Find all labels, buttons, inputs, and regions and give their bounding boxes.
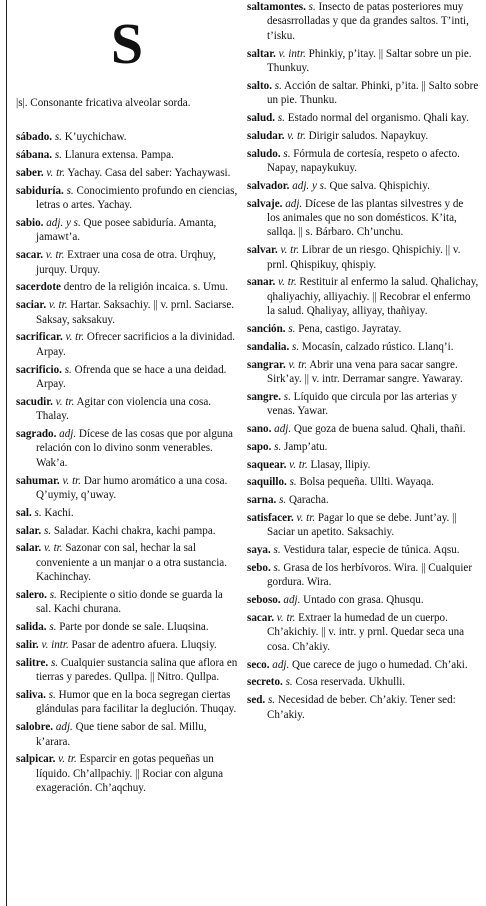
dictionary-entry: [16, 363, 238, 392]
entry-definition: Cualquier sustancia salina que aflora en tierras y paredes. Qullpa. || Nitro. Qullpa.: [36, 656, 238, 684]
dictionary-entry: [247, 147, 479, 176]
entry-grammar: v. tr.: [48, 299, 68, 312]
entry-grammar: adj.: [272, 658, 290, 671]
entry-headword: saquear.: [247, 458, 287, 471]
dictionary-entry: [16, 216, 238, 245]
dictionary-entry: [247, 47, 479, 76]
left-column: [16, 0, 238, 799]
entry-headword: saya.: [247, 544, 271, 557]
dictionary-entry: [247, 179, 479, 193]
entry-headword: salvador.: [247, 179, 290, 192]
dictionary-entry: [16, 280, 238, 294]
entry-grammar: v. tr.: [43, 542, 63, 555]
entry-headword: saludar.: [247, 129, 285, 142]
entry-headword: saltar.: [247, 47, 276, 60]
entry-definition: Ofrecer sacrificios a la divinidad. Arpay.: [36, 331, 236, 358]
dictionary-entry: [16, 248, 238, 277]
entry-headword: salud.: [247, 112, 276, 125]
entry-definition: Conocimiento profundo en ciencias, letras o artes. Yachay.: [36, 184, 238, 212]
dictionary-entry: [247, 561, 479, 590]
entry-definition: Saladar. Kachi chakra, kachi pampa.: [53, 524, 216, 537]
entry-definition: Kachi.: [44, 506, 74, 519]
entry-headword: sacar.: [16, 249, 44, 262]
entry-headword: salar.: [16, 524, 42, 537]
entry-headword: sacrificar.: [16, 331, 63, 344]
entry-grammar: v. tr.: [288, 358, 308, 371]
entry-headword: sacerdote: [16, 281, 61, 294]
entry-definition: Ofrenda que se hace a una deidad. Arpay.: [36, 363, 227, 391]
entry-headword: salitre.: [16, 656, 49, 669]
entry-headword: seco.: [247, 658, 270, 671]
entry-grammar: v. tr.: [276, 612, 296, 625]
entry-definition: Cosa reservada. Ukhulli.: [295, 676, 406, 689]
dictionary-entry: [247, 358, 479, 387]
entry-grammar: s.: [48, 689, 56, 702]
entry-headword: satisfacer.: [247, 512, 294, 525]
entry-headword: saliva.: [16, 689, 46, 702]
entry-grammar: v. tr.: [46, 167, 66, 179]
entry-definition: Que salva. Qhispichiy.: [329, 179, 430, 192]
entry-headword: sebo.: [247, 562, 271, 575]
dictionary-entry: [247, 340, 479, 354]
entry-headword: salero.: [16, 589, 47, 602]
entry-definition: Insecto de patas posteriores muy desasrrolladas y que da grandes saltos. T’inti, t’isku.: [267, 1, 469, 42]
dictionary-entry: [247, 543, 479, 557]
dictionary-entry: [247, 693, 479, 722]
entry-definition: Llanura extensa. Pampa.: [64, 149, 174, 162]
entry-definition: Mocasín, calzado rústico. Llanq’i.: [301, 340, 454, 353]
entry-grammar: s.: [274, 79, 282, 92]
entry-grammar: s.: [283, 147, 291, 160]
entry-definition: Grasa de los herbívoros. Wira. || Cualquier gordura. Wira.: [267, 562, 473, 589]
entry-grammar: v. intr.: [41, 639, 69, 652]
entry-definition: Pagar lo que se debe. Junt’ay. || Saciar un apetito. Saksachiy.: [267, 512, 457, 539]
dictionary-entry: [247, 322, 479, 336]
dictionary-entry: [247, 440, 479, 454]
entry-definition: Esparcir en gotas pequeñas un líquido. Ch’allpachiy. || Rociar con alguna exageración. Ch’aqchuy.: [36, 753, 224, 795]
entry-headword: salobre.: [16, 721, 54, 734]
entry-headword: saciar.: [16, 299, 47, 312]
entry-definition: Parte por donde se sale. Lluqsina.: [59, 621, 209, 634]
dictionary-entry: [247, 475, 479, 489]
entry-grammar: s.: [34, 506, 42, 519]
dictionary-entry: [16, 720, 238, 749]
dictionary-entry: [16, 506, 238, 520]
entry-definition: K’uychichaw.: [64, 131, 127, 144]
entry-headword: sangrar.: [247, 358, 286, 371]
entry-definition: Necesidad de beber. Ch’akiy. Tener sed: Ch’akiy.: [267, 694, 456, 721]
entry-grammar: v. tr.: [280, 244, 300, 257]
entry-definition: Yachay. Casa del saber: Yachaywasi.: [67, 167, 231, 179]
entry-definition: Bolsa pequeña. Ullti. Wayaqa.: [299, 476, 434, 489]
dictionary-entry: [16, 298, 238, 327]
entry-headword: sagrado.: [16, 428, 57, 441]
entry-headword: sacrificio.: [16, 363, 62, 376]
margin-rule: [6, 0, 7, 906]
entry-headword: sed.: [247, 694, 266, 707]
entry-headword: salar.: [16, 542, 42, 555]
entry-definition: Jamp’atu.: [284, 440, 328, 453]
entry-grammar: s.: [274, 440, 282, 453]
dictionary-entry: [16, 688, 238, 717]
entry-headword: salto.: [247, 79, 272, 92]
entry-headword: sapo.: [247, 440, 272, 453]
entry-grammar: s.: [43, 524, 52, 537]
entry-grammar: s.: [64, 363, 72, 376]
entry-grammar: adj. y s.: [292, 179, 327, 192]
entry-definition: dentro de la religión incaica. s. Umu.: [63, 281, 228, 294]
entry-grammar: s.: [285, 676, 293, 689]
entry-definition: Phinkiy, p’itay. || Saltar sobre un pie. Thunkuy.: [267, 47, 472, 75]
dictionary-entry: [247, 197, 479, 240]
entry-grammar: adj.: [55, 721, 73, 734]
dictionary-entry: [16, 588, 238, 617]
entry-grammar: s.: [49, 589, 57, 602]
entry-definition: Dícese de las cosas que por alguna relación con lo divino sonm venerables. Wak’a.: [36, 428, 233, 469]
dictionary-entry: [16, 524, 238, 538]
dictionary-entry: [16, 148, 238, 162]
dictionary-entry: [247, 111, 479, 125]
right-entry-list: [247, 0, 479, 722]
entry-definition: Vestidura talar, especie de túnica. Aqsu.: [283, 544, 460, 557]
entry-definition: Agitar con violencia una cosa. Thalay.: [36, 395, 212, 423]
entry-definition: Recipiente o sitio donde se guarda la sal. Kachi churana.: [36, 589, 223, 616]
entry-headword: salpicar.: [16, 753, 56, 766]
dictionary-entry: [247, 129, 479, 143]
entry-definition: Pena, castigo. Jayratay.: [298, 323, 402, 336]
entry-definition: Estado normal del organismo. Qhali kay.: [287, 112, 469, 125]
dictionary-entry: [16, 166, 238, 180]
dictionary-entry: [16, 395, 238, 424]
dictionary-entry: [247, 275, 479, 318]
entry-headword: sandalia.: [247, 340, 290, 353]
dictionary-entry: [16, 474, 238, 503]
entry-grammar: s.: [308, 1, 316, 13]
entry-definition: Que goza de buena salud. Qhali, thañi.: [293, 423, 466, 436]
dictionary-entry: [247, 593, 479, 607]
dictionary-entry: [16, 330, 238, 359]
entry-definition: Dar humo aromático a una cosa. Q’uymiy, q’uway.: [36, 474, 228, 502]
entry-grammar: adj.: [59, 428, 77, 441]
dictionary-entry: [247, 675, 479, 689]
entry-grammar: v. tr.: [55, 395, 75, 408]
entry-grammar: s.: [49, 621, 57, 634]
entry-grammar: v. tr.: [296, 512, 316, 525]
entry-definition: Dirigir saludos. Napaykuy.: [308, 129, 429, 142]
entry-headword: sano.: [247, 423, 272, 436]
entry-definition: Líquido que circula por las arterias y venas. Yawar.: [267, 390, 457, 418]
entry-grammar: s.: [54, 149, 62, 162]
entry-headword: salvar.: [247, 244, 278, 257]
entry-definition: Extraer una cosa de otra. Urqhuy, jurquy. Urquy.: [36, 249, 216, 276]
entry-grammar: adj. y s.: [46, 217, 81, 229]
section-intro: |s|. Consonante fricativa alveolar sorda.: [16, 97, 191, 109]
entry-grammar: s.: [277, 112, 285, 125]
entry-definition: Untado con grasa. Qhusqu.: [303, 594, 424, 607]
dictionary-entry: [247, 458, 479, 472]
entry-headword: saludo.: [247, 147, 281, 160]
entry-definition: Hartar. Saksachiy. || v. prnl. Saciarse. Saksay, saksakuy.: [36, 299, 235, 326]
entry-grammar: s.: [289, 476, 297, 489]
entry-definition: Pasar de adentro afuera. Lluqsiy.: [71, 639, 217, 652]
entry-grammar: adj.: [274, 423, 292, 436]
entry-grammar: v. tr.: [45, 249, 65, 262]
entry-headword: salvaje.: [247, 197, 283, 210]
entry-grammar: s.: [273, 544, 281, 557]
dictionary-entry: [16, 638, 238, 652]
entry-definition: Humor que en la boca segregan ciertas glándulas para facilitar la deglución. Thuqay.: [36, 689, 237, 716]
entry-grammar: adj.: [283, 594, 301, 607]
dictionary-entry: [16, 184, 238, 213]
entry-headword: sal.: [16, 506, 32, 519]
entry-headword: sanar.: [247, 276, 276, 289]
entry-grammar: s.: [279, 494, 287, 507]
left-entry-list: [16, 130, 238, 795]
entry-grammar: s.: [66, 184, 74, 197]
entry-grammar: v. tr.: [65, 331, 85, 344]
entry-definition: Dícese de las plantas silvestres y de los animales que no son domésticos. K’ita, sallqa. || s. Bárbaro. Ch’unchu.: [267, 197, 464, 239]
entry-definition: Qaracha.: [288, 494, 329, 507]
section-letter: S: [110, 11, 144, 76]
entry-headword: saltamontes.: [247, 1, 306, 13]
dictionary-entry: [16, 427, 238, 470]
entry-definition: Que posee sabiduría. Amanta, jamawt’a.: [36, 217, 217, 244]
entry-grammar: s.: [54, 131, 62, 144]
entry-definition: Extraer la humedad de un cuerpo. Ch’akichiy. || v. intr. y prnl. Quedar seca una cosa. Ch’akiy.: [267, 612, 465, 653]
entry-headword: sacar.: [247, 612, 275, 625]
entry-headword: sahumar.: [16, 474, 60, 487]
dictionary-entry: [247, 658, 479, 672]
entry-headword: sangre.: [247, 390, 282, 403]
entry-headword: secreto.: [247, 676, 283, 689]
entry-definition: Que tiene sabor de sal. Millu, k’arara.: [36, 721, 207, 748]
dictionary-entry: [247, 243, 479, 272]
entry-headword: saber.: [16, 167, 44, 179]
dictionary-entry: [16, 656, 238, 685]
dictionary-entry: [16, 541, 238, 584]
dictionary-entry: [16, 752, 238, 795]
dictionary-entry: [247, 422, 479, 436]
entry-headword: sabiduría.: [16, 184, 64, 197]
dictionary-entry: [16, 620, 238, 634]
entry-grammar: s.: [283, 390, 291, 403]
entry-definition: Que carece de jugo o humedad. Ch’aki.: [292, 658, 468, 671]
dictionary-entry: [247, 611, 479, 654]
entry-definition: Restituir al enfermo la salud. Qhalichay, qhaliyachiy, alliyachiy. || Recobrar el enfermo la salud. Qhaliyay, alliyay, thañiyay.: [267, 276, 479, 318]
entry-headword: salida.: [16, 621, 47, 634]
entry-grammar: s.: [267, 694, 276, 707]
entry-grammar: s.: [50, 656, 59, 669]
entry-grammar: v. tr.: [289, 458, 308, 471]
entry-headword: sábana.: [16, 149, 53, 162]
entry-grammar: s.: [273, 562, 281, 575]
entry-definition: Acción de saltar. Phinki, p’ita. || Salto sobre un pie. Thunku.: [267, 79, 479, 107]
entry-headword: sacudir.: [16, 395, 53, 408]
dictionary-entry: [247, 493, 479, 507]
entry-grammar: v. tr.: [287, 129, 306, 142]
entry-headword: sabio.: [16, 217, 44, 229]
entry-headword: sarna.: [247, 494, 277, 507]
entry-grammar: v. tr.: [62, 474, 82, 487]
entry-headword: salir.: [16, 639, 39, 652]
entry-definition: Llasay, llipiy.: [310, 458, 371, 471]
entry-definition: Abrir una vena para sacar sangre. Sirk’ay. || v. intr. Derramar sangre. Yawaray.: [267, 358, 463, 386]
entry-definition: Librar de un riesgo. Qhispichiy. || v. prnl. Qhispikuy, qhispiy.: [267, 244, 461, 271]
entry-grammar: adj.: [285, 197, 303, 210]
dictionary-entry: [16, 130, 238, 144]
entry-grammar: s.: [288, 323, 296, 336]
dictionary-entry: [247, 79, 479, 108]
entry-grammar: v. intr.: [278, 47, 306, 60]
entry-definition: Sazonar con sal, hechar la sal conveniente a un manjar o a otra sustancia. Kachinchay.: [36, 542, 227, 584]
entry-headword: sábado.: [16, 131, 53, 144]
right-column: [247, 0, 479, 725]
dictionary-entry: [247, 0, 479, 43]
entry-headword: seboso.: [247, 594, 281, 607]
entry-grammar: s.: [292, 340, 300, 353]
entry-grammar: v. tr.: [278, 276, 297, 289]
dictionary-entry: [247, 390, 479, 419]
entry-grammar: v. tr.: [58, 753, 77, 766]
dictionary-entry: [247, 511, 479, 540]
entry-headword: saquillo.: [247, 476, 287, 489]
entry-headword: sanción.: [247, 323, 286, 336]
entry-definition: Fórmula de cortesía, respeto o afecto. Napay, napaykukuy.: [267, 147, 460, 175]
